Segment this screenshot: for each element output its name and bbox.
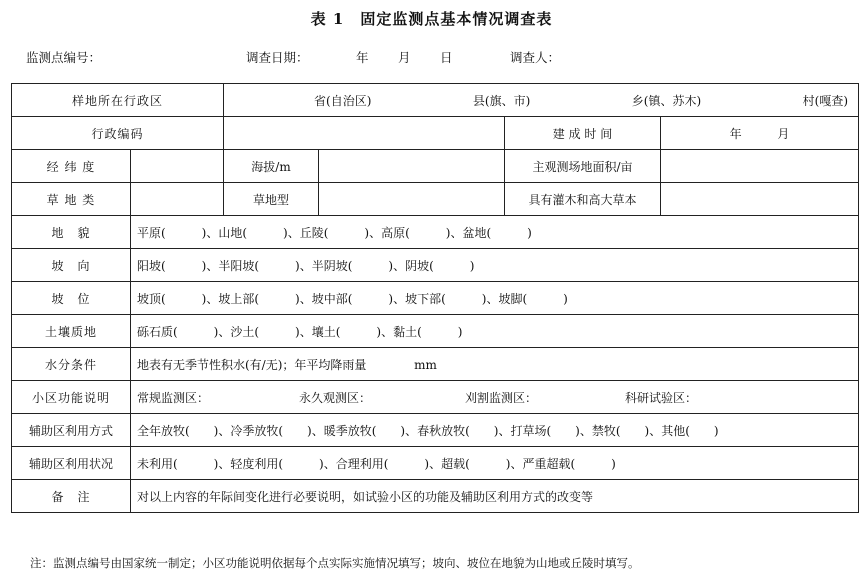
county-label: 县(旗、市) xyxy=(472,93,531,108)
option-item: 、半阴坡( ) xyxy=(299,258,394,273)
option-item: 未利用( ) xyxy=(137,456,219,471)
slope-position-label: 坡 位 xyxy=(12,282,131,315)
aux-status-label: 辅助区利用状况 xyxy=(12,447,131,480)
table-row xyxy=(12,447,859,480)
altitude-label: 海拔/m xyxy=(224,150,319,183)
zone-regular: 常规监测区： xyxy=(137,390,210,405)
remarks-field[interactable] xyxy=(131,480,859,513)
altitude-field[interactable] xyxy=(319,150,505,183)
coords-label: 经 纬 度 xyxy=(12,150,131,183)
option-item: 、坡上部( ) xyxy=(206,291,300,306)
date-month: 月 xyxy=(398,50,411,65)
option-item: 、山地( ) xyxy=(206,225,288,240)
point-no-label: 监测点编号： xyxy=(26,50,102,65)
soil-texture-label: 土壤质地 xyxy=(12,315,131,348)
option-item: 、禁牧( ) xyxy=(579,423,650,438)
zone-research: 科研试验区： xyxy=(625,390,698,405)
option-item: 砾石质( ) xyxy=(137,324,219,339)
built-year-label: 年 xyxy=(729,126,742,141)
shrub-field[interactable] xyxy=(661,183,859,216)
built-time-label: 建 成 时 间 xyxy=(505,117,661,150)
table-row xyxy=(12,216,859,249)
moisture-field[interactable] xyxy=(131,348,859,381)
table-row xyxy=(12,183,859,216)
table-row xyxy=(12,84,859,117)
table-row xyxy=(12,150,859,183)
option-item: 、坡下部( ) xyxy=(393,291,487,306)
option-item: 、坡中部( ) xyxy=(299,291,394,306)
survey-date-label: 调查日期： xyxy=(246,50,309,65)
zone-function-field[interactable] xyxy=(131,381,859,414)
table-row xyxy=(12,414,859,447)
surveyor-label: 调查人： xyxy=(510,50,561,65)
admin-code-label: 行政编码 xyxy=(12,117,224,150)
aux-status-options[interactable] xyxy=(131,447,859,480)
option-item: 平原( ) xyxy=(137,225,207,240)
province-label: 省(自治区) xyxy=(314,93,372,108)
table-title: 表 1 固定监测点基本情况调查表 xyxy=(310,10,553,28)
grass-type-label: 草地型 xyxy=(224,183,319,216)
zone-function-label: 小区功能说明 xyxy=(12,381,131,414)
aspect-options[interactable] xyxy=(131,249,859,282)
landform-options[interactable] xyxy=(131,216,859,249)
option-item: 全年放牧( ) xyxy=(137,423,219,438)
option-item: 、坡脚( ) xyxy=(486,291,568,306)
table-row xyxy=(12,381,859,414)
soil-texture-options[interactable] xyxy=(131,315,859,348)
option-item: 、轻度利用( ) xyxy=(218,456,324,471)
landform-label: 地 貌 xyxy=(12,216,131,249)
grass-class-label: 草 地 类 xyxy=(12,183,131,216)
moisture-text: 地表有无季节性积水(有/无)；年平均降雨量 xyxy=(137,357,367,372)
option-item: 、半阳坡( ) xyxy=(206,258,300,273)
remarks-label: 备 注 xyxy=(12,480,131,513)
option-item: 、黏土( ) xyxy=(381,324,463,339)
option-item: 、沙土( ) xyxy=(218,324,300,339)
built-month-label: 月 xyxy=(777,126,790,141)
option-item: 、丘陵( ) xyxy=(287,225,370,240)
zone-permanent: 永久观测区： xyxy=(299,390,372,405)
option-item: 、打草场( ) xyxy=(498,423,580,438)
aspect-label: 坡 向 xyxy=(12,249,131,282)
main-area-label: 主观测场地面积/亩 xyxy=(505,150,661,183)
footnote: 注：监测点编号由国家统一制定；小区功能说明依据每个点实际实施情况填写；坡向、坡位在地貌为山地或丘陵时填写。 xyxy=(30,556,640,570)
remarks-text: 对以上内容的年际间变化进行必要说明，如试验小区的功能及辅助区利用方式的改变等 xyxy=(137,489,594,504)
option-item: 、合理利用( ) xyxy=(323,456,430,471)
date-year: 年 xyxy=(356,50,369,65)
survey-table xyxy=(11,83,859,513)
admin-region-field[interactable] xyxy=(224,84,859,117)
rainfall-unit: mm xyxy=(414,357,437,372)
aux-use-options[interactable] xyxy=(131,414,859,447)
village-label: 村(嘎查) xyxy=(802,93,849,108)
table-row xyxy=(12,480,859,513)
moisture-label: 水分条件 xyxy=(12,348,131,381)
aux-use-label: 辅助区利用方式 xyxy=(12,414,131,447)
option-item: 、壤土( ) xyxy=(299,324,382,339)
township-label: 乡(镇、苏木) xyxy=(631,93,702,108)
table-row xyxy=(12,282,859,315)
table-row xyxy=(12,348,859,381)
built-time-field[interactable] xyxy=(661,117,859,150)
option-item: 坡顶( ) xyxy=(137,291,207,306)
admin-code-field[interactable] xyxy=(224,117,505,150)
grass-class-field[interactable] xyxy=(131,183,224,216)
table-row xyxy=(12,249,859,282)
coords-field[interactable] xyxy=(131,150,224,183)
option-item: 、超载( ) xyxy=(429,456,511,471)
grass-type-field[interactable] xyxy=(319,183,505,216)
shrub-label: 具有灌木和高大草本 xyxy=(505,183,661,216)
zone-mowing: 刈割监测区： xyxy=(465,390,538,405)
option-item: 阳坡( ) xyxy=(137,258,207,273)
table-row xyxy=(12,315,859,348)
table-row xyxy=(12,117,859,150)
option-item: 、盆地( ) xyxy=(450,225,532,240)
main-area-field[interactable] xyxy=(661,150,859,183)
date-day: 日 xyxy=(440,50,453,65)
option-item: 、暖季放牧( ) xyxy=(311,423,406,438)
option-item: 、阴坡( ) xyxy=(393,258,475,273)
admin-region-label: 样地所在行政区 xyxy=(12,84,224,117)
option-item: 、高原( ) xyxy=(369,225,451,240)
option-item: 、严重超载( ) xyxy=(510,456,616,471)
option-item: 、其他( ) xyxy=(649,423,719,438)
option-item: 、春秋放牧( ) xyxy=(405,423,499,438)
slope-position-options[interactable] xyxy=(131,282,859,315)
option-item: 、冷季放牧( ) xyxy=(218,423,312,438)
